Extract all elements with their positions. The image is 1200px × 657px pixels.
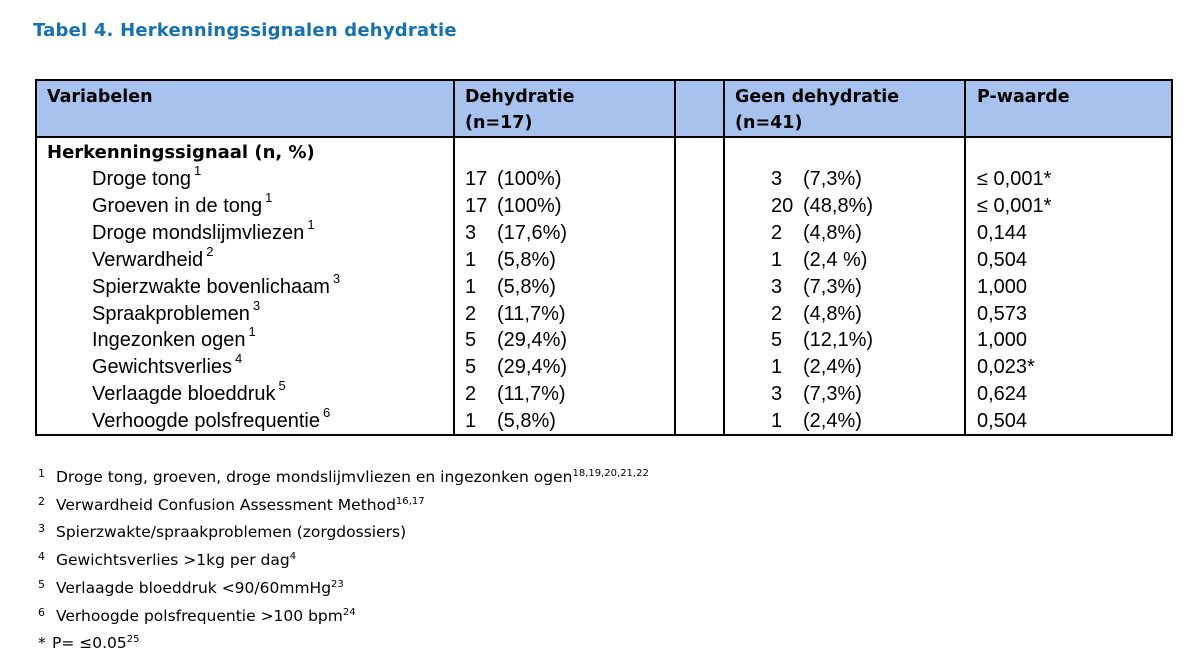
p-value: ≤ 0,001*: [977, 168, 1052, 190]
geen-dehydratie-count: 3: [771, 275, 783, 298]
dehydratie-value: [465, 166, 561, 193]
geen-dehydratie-value: [771, 381, 862, 408]
row-label-text: Ingezonken ogen: [92, 329, 246, 352]
footnote-marker: 4: [38, 550, 45, 563]
footnote-citation: 18,19,20,21,22: [572, 468, 649, 479]
dehydratie-value: [465, 354, 567, 381]
dehydratie-count: 2: [465, 302, 477, 325]
dehydratie-percent: (5,8%): [497, 248, 556, 271]
dehydratie-percent: (5,8%): [497, 410, 556, 433]
geen-dehydratie-percent: (4,8%): [803, 221, 862, 244]
footnote-marker: 3: [38, 522, 45, 535]
footnote-text: Spierzwakte/spraakproblemen (zorgdossiers): [56, 523, 407, 541]
geen-dehydratie-count: 1: [771, 356, 783, 379]
dehydratie-value: [465, 408, 556, 435]
geen-dehydratie-count: 1: [771, 410, 783, 433]
footnote-text: P= ≤0.05: [52, 634, 127, 652]
p-value: 0,144: [977, 221, 1028, 244]
footnote-marker: *: [38, 634, 46, 652]
footnote-citation: 23: [331, 579, 344, 590]
footnote-ref: 5: [278, 378, 286, 394]
row-label: [92, 270, 341, 301]
geen-dehydratie-value: [771, 354, 862, 381]
row-label-text: Verhoogde polsfrequentie: [92, 410, 320, 433]
geen-dehydratie-value: [771, 301, 862, 328]
geen-dehydratie-value: [771, 166, 862, 193]
section-label: Herkenningssignaal (n, %): [47, 142, 315, 163]
geen-dehydratie-percent: (2,4 %): [803, 248, 868, 271]
footnote: [38, 575, 344, 602]
dehydratie-count: 1: [465, 275, 477, 298]
geen-dehydratie-percent: (7,3%): [803, 383, 862, 406]
row-label: [92, 351, 243, 381]
dehydratie-value: [465, 220, 567, 247]
row-label: [92, 216, 315, 247]
dehydratie-percent: (5,8%): [497, 275, 556, 298]
column-divider: [964, 81, 966, 434]
dehydratie-value: [465, 247, 556, 274]
p-value: ≤ 0,001*: [977, 194, 1052, 217]
row-label: [92, 405, 331, 435]
row-label: [92, 324, 256, 354]
footnote-ref: 6: [322, 405, 331, 421]
geen-dehydratie-value: [771, 247, 867, 274]
geen-dehydratie-count: 2: [771, 221, 783, 244]
geen-dehydratie-percent: (2,4%): [803, 410, 862, 433]
header-dehydratie-n: (n=17): [465, 113, 533, 133]
header-geen-dehydratie-n: (n=41): [735, 113, 803, 133]
row-label-text: Gewichtsverlies: [92, 356, 233, 379]
p-value: 0,023*: [977, 356, 1035, 379]
footnote-citation: 4: [289, 551, 297, 562]
header-p-waarde: P-waarde: [977, 87, 1070, 107]
dehydratie-percent: (11,7%): [497, 383, 566, 406]
footnote-text: Verhoogde polsfrequentie >100 bpm: [56, 607, 343, 625]
geen-dehydratie-percent: (2,4%): [803, 356, 862, 379]
dehydratie-percent: (29,4%): [497, 356, 568, 379]
row-label-text: Spraakproblemen: [92, 302, 250, 325]
footnote-text: Verwardheid Confusion Assessment Method: [56, 496, 396, 514]
footnote: [38, 547, 296, 574]
footnote-ref: 4: [235, 351, 243, 367]
row-label-text: Spierzwakte bovenlichaam: [92, 275, 330, 298]
footnote-text: Droge tong, groeven, droge mondslijmvliezen en ingezonken ogen: [56, 468, 573, 486]
row-label: [92, 163, 202, 193]
footnote-ref: 3: [332, 270, 341, 286]
row-label: [92, 243, 214, 274]
dehydratie-value: [465, 301, 566, 328]
dehydratie-count: 1: [465, 248, 477, 271]
column-divider: [674, 81, 676, 434]
dehydratie-percent: (100%): [497, 168, 562, 190]
footnote-ref: 1: [307, 216, 315, 232]
geen-dehydratie-percent: (4,8%): [803, 302, 862, 325]
geen-dehydratie-count: 20: [771, 194, 794, 217]
p-value: 1,000: [977, 275, 1028, 298]
footnote-marker: 5: [38, 578, 45, 591]
dehydratie-value: [465, 193, 561, 220]
geen-dehydratie-percent: (7,3%): [803, 168, 862, 190]
data-table: [35, 79, 1173, 436]
geen-dehydratie-count: 3: [771, 168, 783, 190]
geen-dehydratie-value: [771, 220, 862, 247]
dehydratie-percent: (11,7%): [497, 302, 566, 325]
geen-dehydratie-percent: (12,1%): [803, 329, 874, 352]
footnote-ref: 1: [193, 163, 202, 178]
row-label: [92, 378, 286, 408]
geen-dehydratie-value: [771, 408, 862, 435]
footnote-ref: 2: [206, 243, 214, 259]
row-label-text: Droge mondslijmvliezen: [92, 221, 305, 244]
dehydratie-count: 17: [465, 168, 488, 190]
geen-dehydratie-count: 5: [771, 329, 783, 352]
footnote-ref: 1: [248, 324, 256, 340]
p-value: 0,504: [977, 248, 1028, 271]
dehydratie-value: [465, 274, 556, 301]
p-value: 0,504: [977, 410, 1028, 433]
geen-dehydratie-value: [771, 327, 873, 354]
dehydratie-value: [465, 381, 566, 408]
geen-dehydratie-percent: (48,8%): [803, 194, 874, 217]
p-value: 1,000: [977, 329, 1028, 352]
row-label: [92, 297, 261, 328]
footnote-text: Verlaagde bloeddruk <90/60mmHg: [56, 579, 332, 597]
row-label-text: Droge tong: [92, 168, 191, 190]
dehydratie-percent: (100%): [497, 194, 562, 217]
footnote-ref: 3: [252, 297, 261, 313]
dehydratie-count: 17: [465, 194, 488, 217]
row-label-text: Verwardheid: [92, 248, 204, 271]
geen-dehydratie-count: 1: [771, 248, 783, 271]
footnote-ref: 1: [265, 189, 273, 205]
footnote-citation: 25: [126, 634, 140, 645]
row-label: [92, 189, 273, 220]
dehydratie-count: 5: [465, 329, 477, 352]
dehydratie-percent: (29,4%): [497, 329, 568, 352]
geen-dehydratie-percent: (7,3%): [803, 275, 862, 298]
footnote: [38, 519, 406, 546]
column-divider: [723, 81, 725, 434]
header-geen-dehydratie: Geen dehydratie: [735, 87, 900, 107]
footnote: [38, 603, 356, 630]
footnote-marker: 1: [38, 467, 45, 480]
row-label-text: Groeven in de tong: [92, 194, 263, 217]
footnote-marker: 6: [38, 606, 45, 619]
footnote-citation: 16,17: [395, 496, 425, 507]
p-value: 0,573: [977, 302, 1028, 325]
geen-dehydratie-value: [771, 193, 873, 220]
table-title: Tabel 4. Herkenningssignalen dehydratie: [33, 20, 457, 41]
footnote-citation: 24: [342, 607, 356, 618]
header-variabelen: Variabelen: [47, 87, 153, 107]
footnote-marker: 2: [38, 495, 45, 508]
dehydratie-count: 1: [465, 410, 477, 433]
row-label-text: Verlaagde bloeddruk: [92, 383, 276, 406]
geen-dehydratie-count: 2: [771, 302, 783, 325]
dehydratie-count: 2: [465, 383, 477, 406]
dehydratie-value: [465, 327, 567, 354]
dehydratie-count: 3: [465, 221, 477, 244]
footnote: [38, 492, 425, 519]
column-divider: [453, 81, 455, 434]
p-value: 0,624: [977, 383, 1028, 406]
dehydratie-count: 5: [465, 356, 477, 379]
footnote: [38, 464, 649, 491]
geen-dehydratie-value: [771, 274, 862, 301]
geen-dehydratie-count: 3: [771, 383, 783, 406]
header-dehydratie: Dehydratie: [465, 87, 575, 107]
dehydratie-percent: (17,6%): [497, 221, 568, 244]
footnote-text: Gewichtsverlies >1kg per dag: [56, 551, 290, 569]
